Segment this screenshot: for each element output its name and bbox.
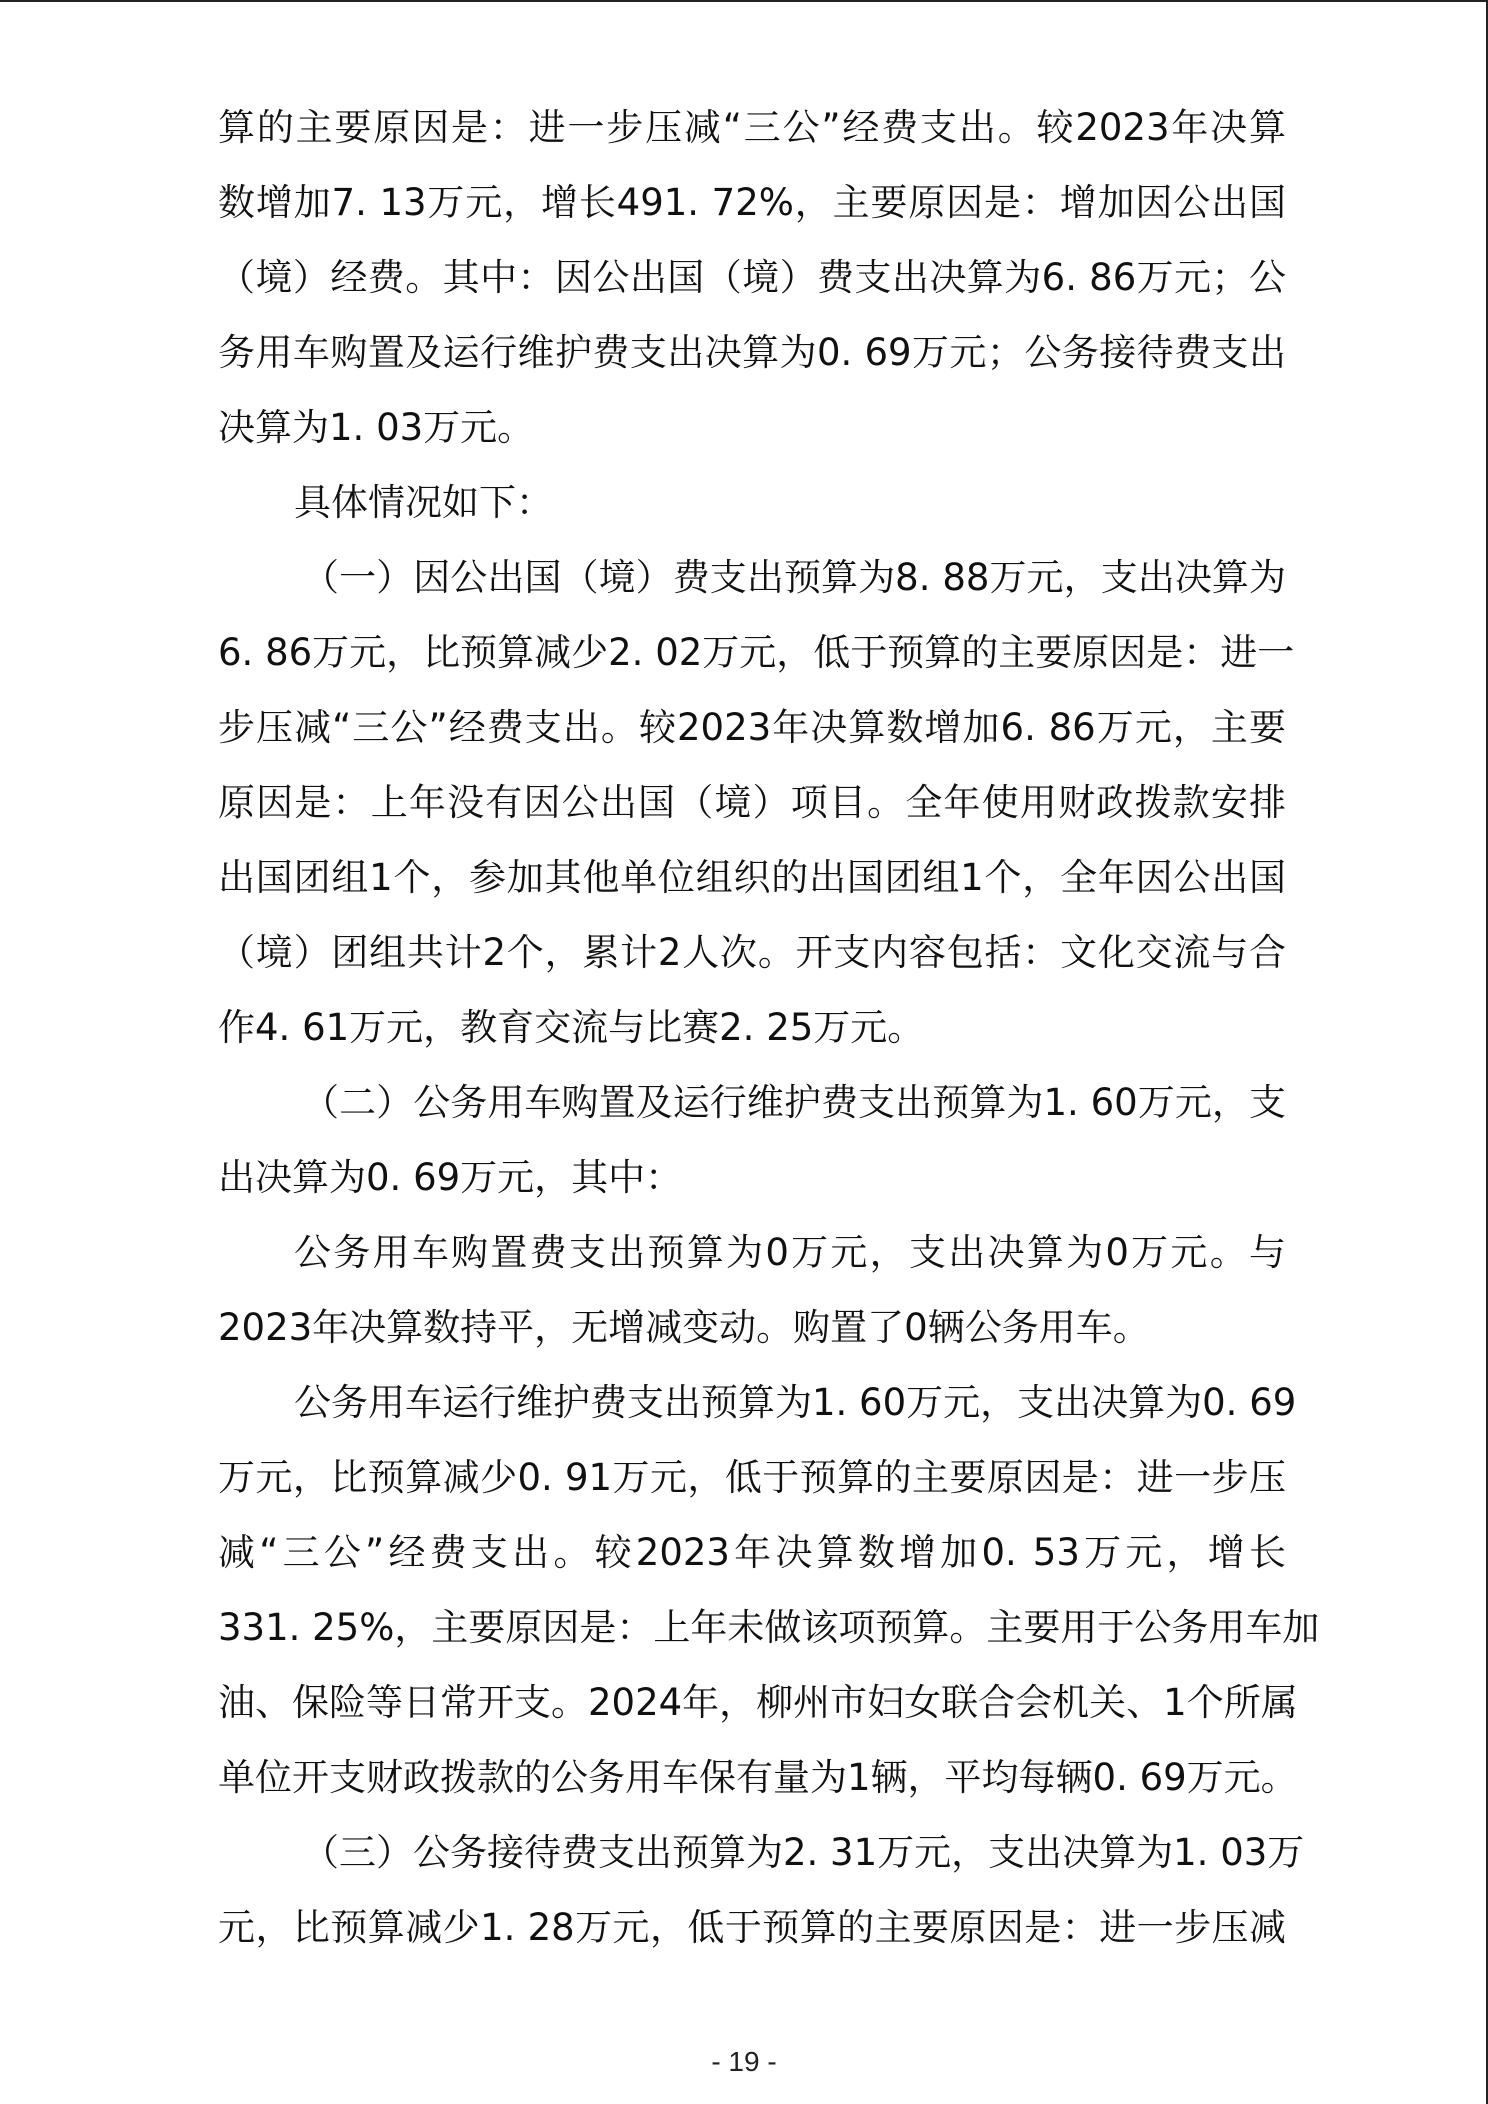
text-line: 作4. 61万元，教育交流与比赛2. 25万元。 [218,1006,925,1049]
text-line: 出国团组1个，参加其他单位组织的出国团组1个，全年因公出国 [218,856,1286,899]
text-line: 出决算为0. 69万元，其中： [218,1156,683,1199]
text-line: （境）团组共计2个，累计2人次。开支内容包括：文化交流与合 [218,931,1286,974]
document-body [218,98,1320,1973]
text-line: 数增加7. 13万元，增长491. 72%，主要原因是：增加因公出国 [218,181,1286,224]
page-border-top [0,0,1488,2]
text-line: 元，比预算减少1. 28万元，低于预算的主要原因是：进一步压减 [218,1906,1286,1949]
text-line: 减“三公”经费支出。较2023年决算数增加0. 53万元，增长 [218,1531,1286,1574]
text-line: 公务用车购置费支出预算为0万元，支出决算为0万元。与 [294,1231,1286,1274]
text-line: （三）公务接待费支出预算为2. 31万元，支出决算为1. 03万 [302,1831,1305,1874]
text-line: 决算为1. 03万元。 [218,406,535,449]
text-line: （一）因公出国（境）费支出预算为8. 88万元，支出决算为 [302,556,1286,599]
text-line: 331. 25%，主要原因是：上年未做该项预算。主要用于公务用车加 [218,1606,1320,1649]
text-line: 公务用车运行维护费支出预算为1. 60万元，支出决算为0. 69 [294,1381,1297,1424]
text-line: 油、保险等日常开支。2024年，柳州市妇女联合会机关、1个所属 [218,1681,1298,1724]
page-number: - 19 - [711,2046,777,2077]
text-line: 步压减“三公”经费支出。较2023年决算数增加6. 86万元，主要 [218,706,1286,749]
text-line: 具体情况如下： [294,481,553,524]
text-line: （二）公务用车购置及运行维护费支出预算为1. 60万元，支 [302,1081,1286,1124]
text-line: 2023年决算数持平，无增减变动。购置了0辆公务用车。 [218,1306,1150,1349]
text-line: 原因是：上年没有因公出国（境）项目。全年使用财政拨款安排 [218,781,1286,824]
text-line: 算的主要原因是：进一步压减“三公”经费支出。较2023年决算 [218,106,1286,149]
text-line: 务用车购置及运行维护费支出决算为0. 69万元；公务接待费支出 [218,331,1286,374]
text-line: （境）经费。其中：因公出国（境）费支出决算为6. 86万元；公 [218,256,1286,299]
text-line: 万元，比预算减少0. 91万元，低于预算的主要原因是：进一步压 [218,1456,1286,1499]
text-line: 6. 86万元，比预算减少2. 02万元，低于预算的主要原因是：进一 [218,631,1295,674]
text-line: 单位开支财政拨款的公务用车保有量为1辆，平均每辆0. 69万元。 [218,1756,1298,1799]
